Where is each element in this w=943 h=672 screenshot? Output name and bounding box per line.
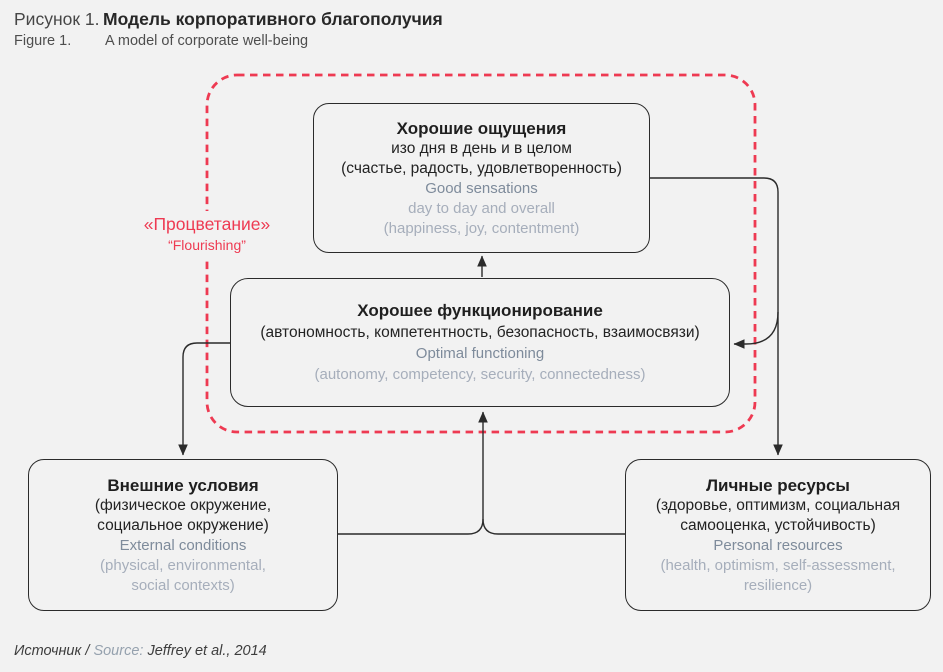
box-title-en: Good sensations bbox=[425, 179, 538, 197]
arrow-bottom-boxes-to-functioning bbox=[338, 412, 483, 534]
figure-title-ru bbox=[14, 9, 443, 30]
box-subtitle-ru: изо дня в день и в целом bbox=[391, 139, 572, 157]
figure-title-text-en: A model of corporate well-being bbox=[105, 33, 309, 49]
box-title-en: Personal resources bbox=[713, 536, 843, 554]
figure-title-en bbox=[14, 33, 308, 49]
box-title-ru: Внешние условия bbox=[107, 475, 259, 495]
box-subtitle-ru: (автономность, компетентность, безопасность, взаимосвязи) bbox=[260, 324, 700, 341]
box-subtitle-en: (physical, environmental, bbox=[100, 556, 266, 574]
box-good-sensations bbox=[313, 103, 650, 253]
arrow-branch-to-functioning bbox=[734, 312, 778, 344]
box-optimal-functioning bbox=[230, 278, 730, 407]
box-subtitle-en: resilience) bbox=[743, 576, 813, 594]
box-title-en: External conditions bbox=[119, 536, 247, 554]
box-subtitle-en: (health, optimism, self-assessment, bbox=[660, 556, 896, 574]
box-subtitle-ru: социальное окружение) bbox=[97, 516, 269, 534]
flourishing-label-ru: «Процветание» bbox=[143, 214, 271, 234]
box-subtitle-ru: (здоровье, оптимизм, социальная bbox=[655, 496, 901, 514]
box-subtitle-ru: (физическое окружение, bbox=[94, 496, 272, 514]
source-citation: Jeffrey et al., 2014 bbox=[147, 643, 267, 659]
figure-label-en: Figure 1. bbox=[14, 33, 72, 49]
figure-title-text-ru: Модель корпоративного благополучия bbox=[103, 9, 443, 29]
box-title-ru: Личные ресурсы bbox=[706, 475, 850, 495]
box-subtitle-ru: (счастье, радость, удовлетворенность) bbox=[341, 159, 622, 177]
flourishing-label-en: “Flourishing” bbox=[168, 237, 246, 253]
flourishing-label bbox=[124, 211, 290, 257]
source-line bbox=[14, 643, 267, 659]
source-label-en: Source: bbox=[93, 643, 144, 659]
figure-label-ru: Рисунок 1. bbox=[14, 9, 100, 29]
box-title-en: Optimal functioning bbox=[415, 345, 545, 362]
box-subtitle-ru: самооценка, устойчивость) bbox=[680, 516, 876, 534]
box-personal-resources bbox=[625, 459, 931, 611]
box-subtitle-en: social contexts) bbox=[131, 576, 235, 594]
box-subtitle-en: (happiness, joy, contentment) bbox=[383, 219, 580, 237]
source-label-ru: Источник / bbox=[14, 643, 90, 659]
box-subtitle-en: (autonomy, competency, security, connectedness) bbox=[314, 366, 646, 383]
box-title-ru: Хорошее функционирование bbox=[357, 301, 603, 320]
box-external-conditions bbox=[28, 459, 338, 611]
connector-personal-resources-join bbox=[483, 519, 625, 534]
arrow-functioning-to-external-conditions bbox=[183, 343, 230, 455]
box-title-ru: Хорошие ощущения bbox=[396, 118, 567, 138]
box-subtitle-en: day to day and overall bbox=[408, 199, 555, 217]
